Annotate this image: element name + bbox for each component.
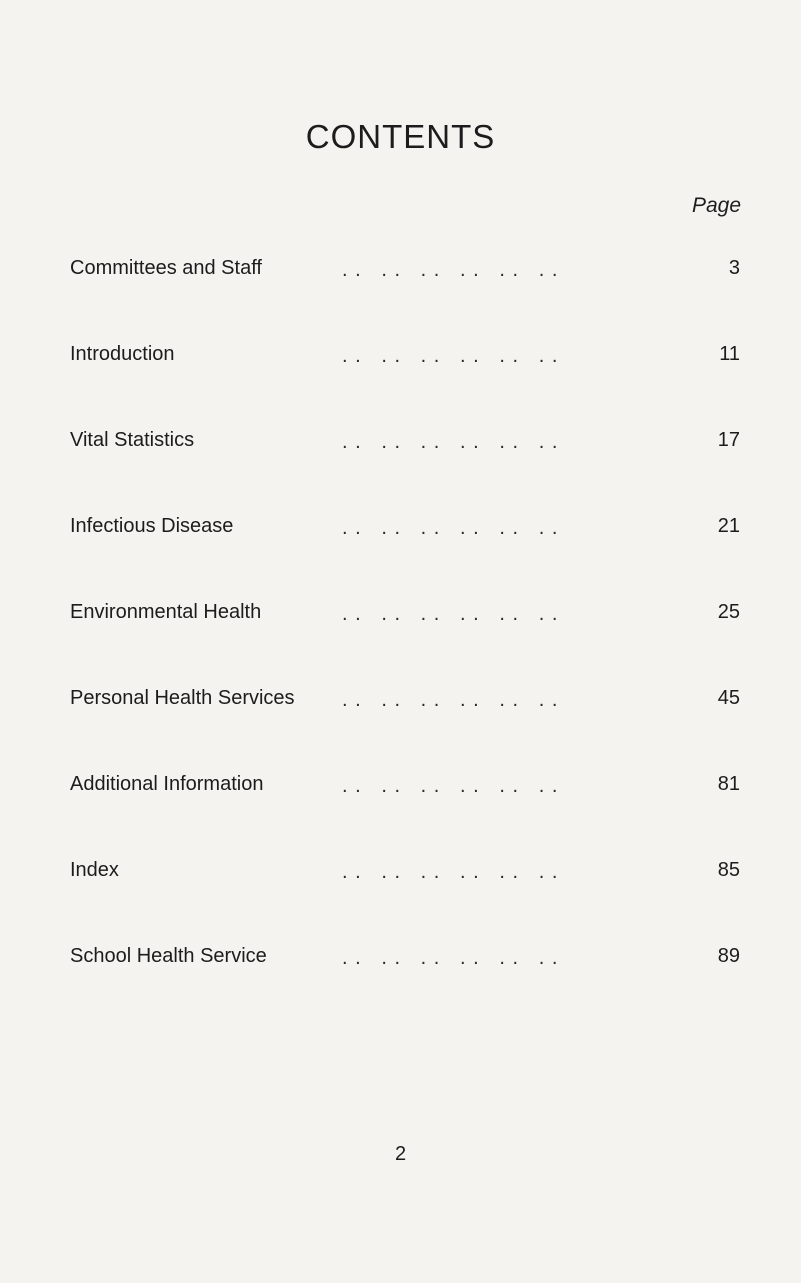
toc-entry-label: Vital Statistics [70, 429, 195, 451]
toc-entry-introduction[interactable] [70, 343, 740, 373]
toc-dot-leader: . . . . . . . . . . . . [342, 517, 559, 539]
toc-entry-label: Infectious Disease [70, 515, 234, 537]
toc-entry-label: Introduction [70, 343, 175, 365]
toc-entry-vital-statistics[interactable] [70, 429, 740, 459]
toc-entry-label: Additional Information [70, 773, 264, 795]
toc-entry-label: Personal Health Services [70, 687, 295, 709]
toc-dot-leader: . . . . . . . . . . . . [342, 259, 559, 281]
toc-entry-page-number: 89 [717, 945, 740, 967]
toc-entry-page-number: 25 [717, 601, 740, 623]
toc-dot-leader: . . . . . . . . . . . . [342, 947, 559, 969]
toc-entry-label: Environmental Health [70, 601, 262, 623]
toc-entry-label: School Health Service [70, 945, 267, 967]
toc-entry-additional-information[interactable] [70, 773, 740, 803]
toc-entry-page-number: 11 [719, 343, 740, 365]
toc-dot-leader: . . . . . . . . . . . . [342, 431, 559, 453]
toc-entry-environmental-health[interactable] [70, 601, 740, 631]
toc-dot-leader: . . . . . . . . . . . . [342, 861, 559, 883]
toc-entry-committees-and-staff[interactable] [70, 257, 740, 287]
toc-dot-leader: . . . . . . . . . . . . [342, 603, 559, 625]
toc-entry-index[interactable] [70, 859, 740, 889]
page-column-header: Page [691, 194, 741, 217]
toc-entry-personal-health-services[interactable] [70, 687, 740, 717]
toc-entry-page-number: 17 [717, 429, 740, 451]
toc-entry-school-health-service[interactable] [70, 945, 740, 975]
toc-dot-leader: . . . . . . . . . . . . [342, 689, 559, 711]
toc-entry-page-number: 21 [717, 515, 740, 537]
toc-entry-page-number: 81 [717, 773, 740, 795]
toc-dot-leader: . . . . . . . . . . . . [342, 775, 559, 797]
toc-entry-infectious-disease[interactable] [70, 515, 740, 545]
page-title: CONTENTS [305, 118, 496, 155]
page-folio-number: 2 [394, 1143, 407, 1165]
toc-entry-label: Committees and Staff [70, 257, 262, 279]
toc-dot-leader: . . . . . . . . . . . . [342, 345, 559, 367]
toc-entry-page-number: 3 [728, 257, 740, 279]
toc-entry-page-number: 45 [717, 687, 740, 709]
toc-entry-page-number: 85 [717, 859, 740, 881]
toc-entry-label: Index [70, 859, 119, 881]
